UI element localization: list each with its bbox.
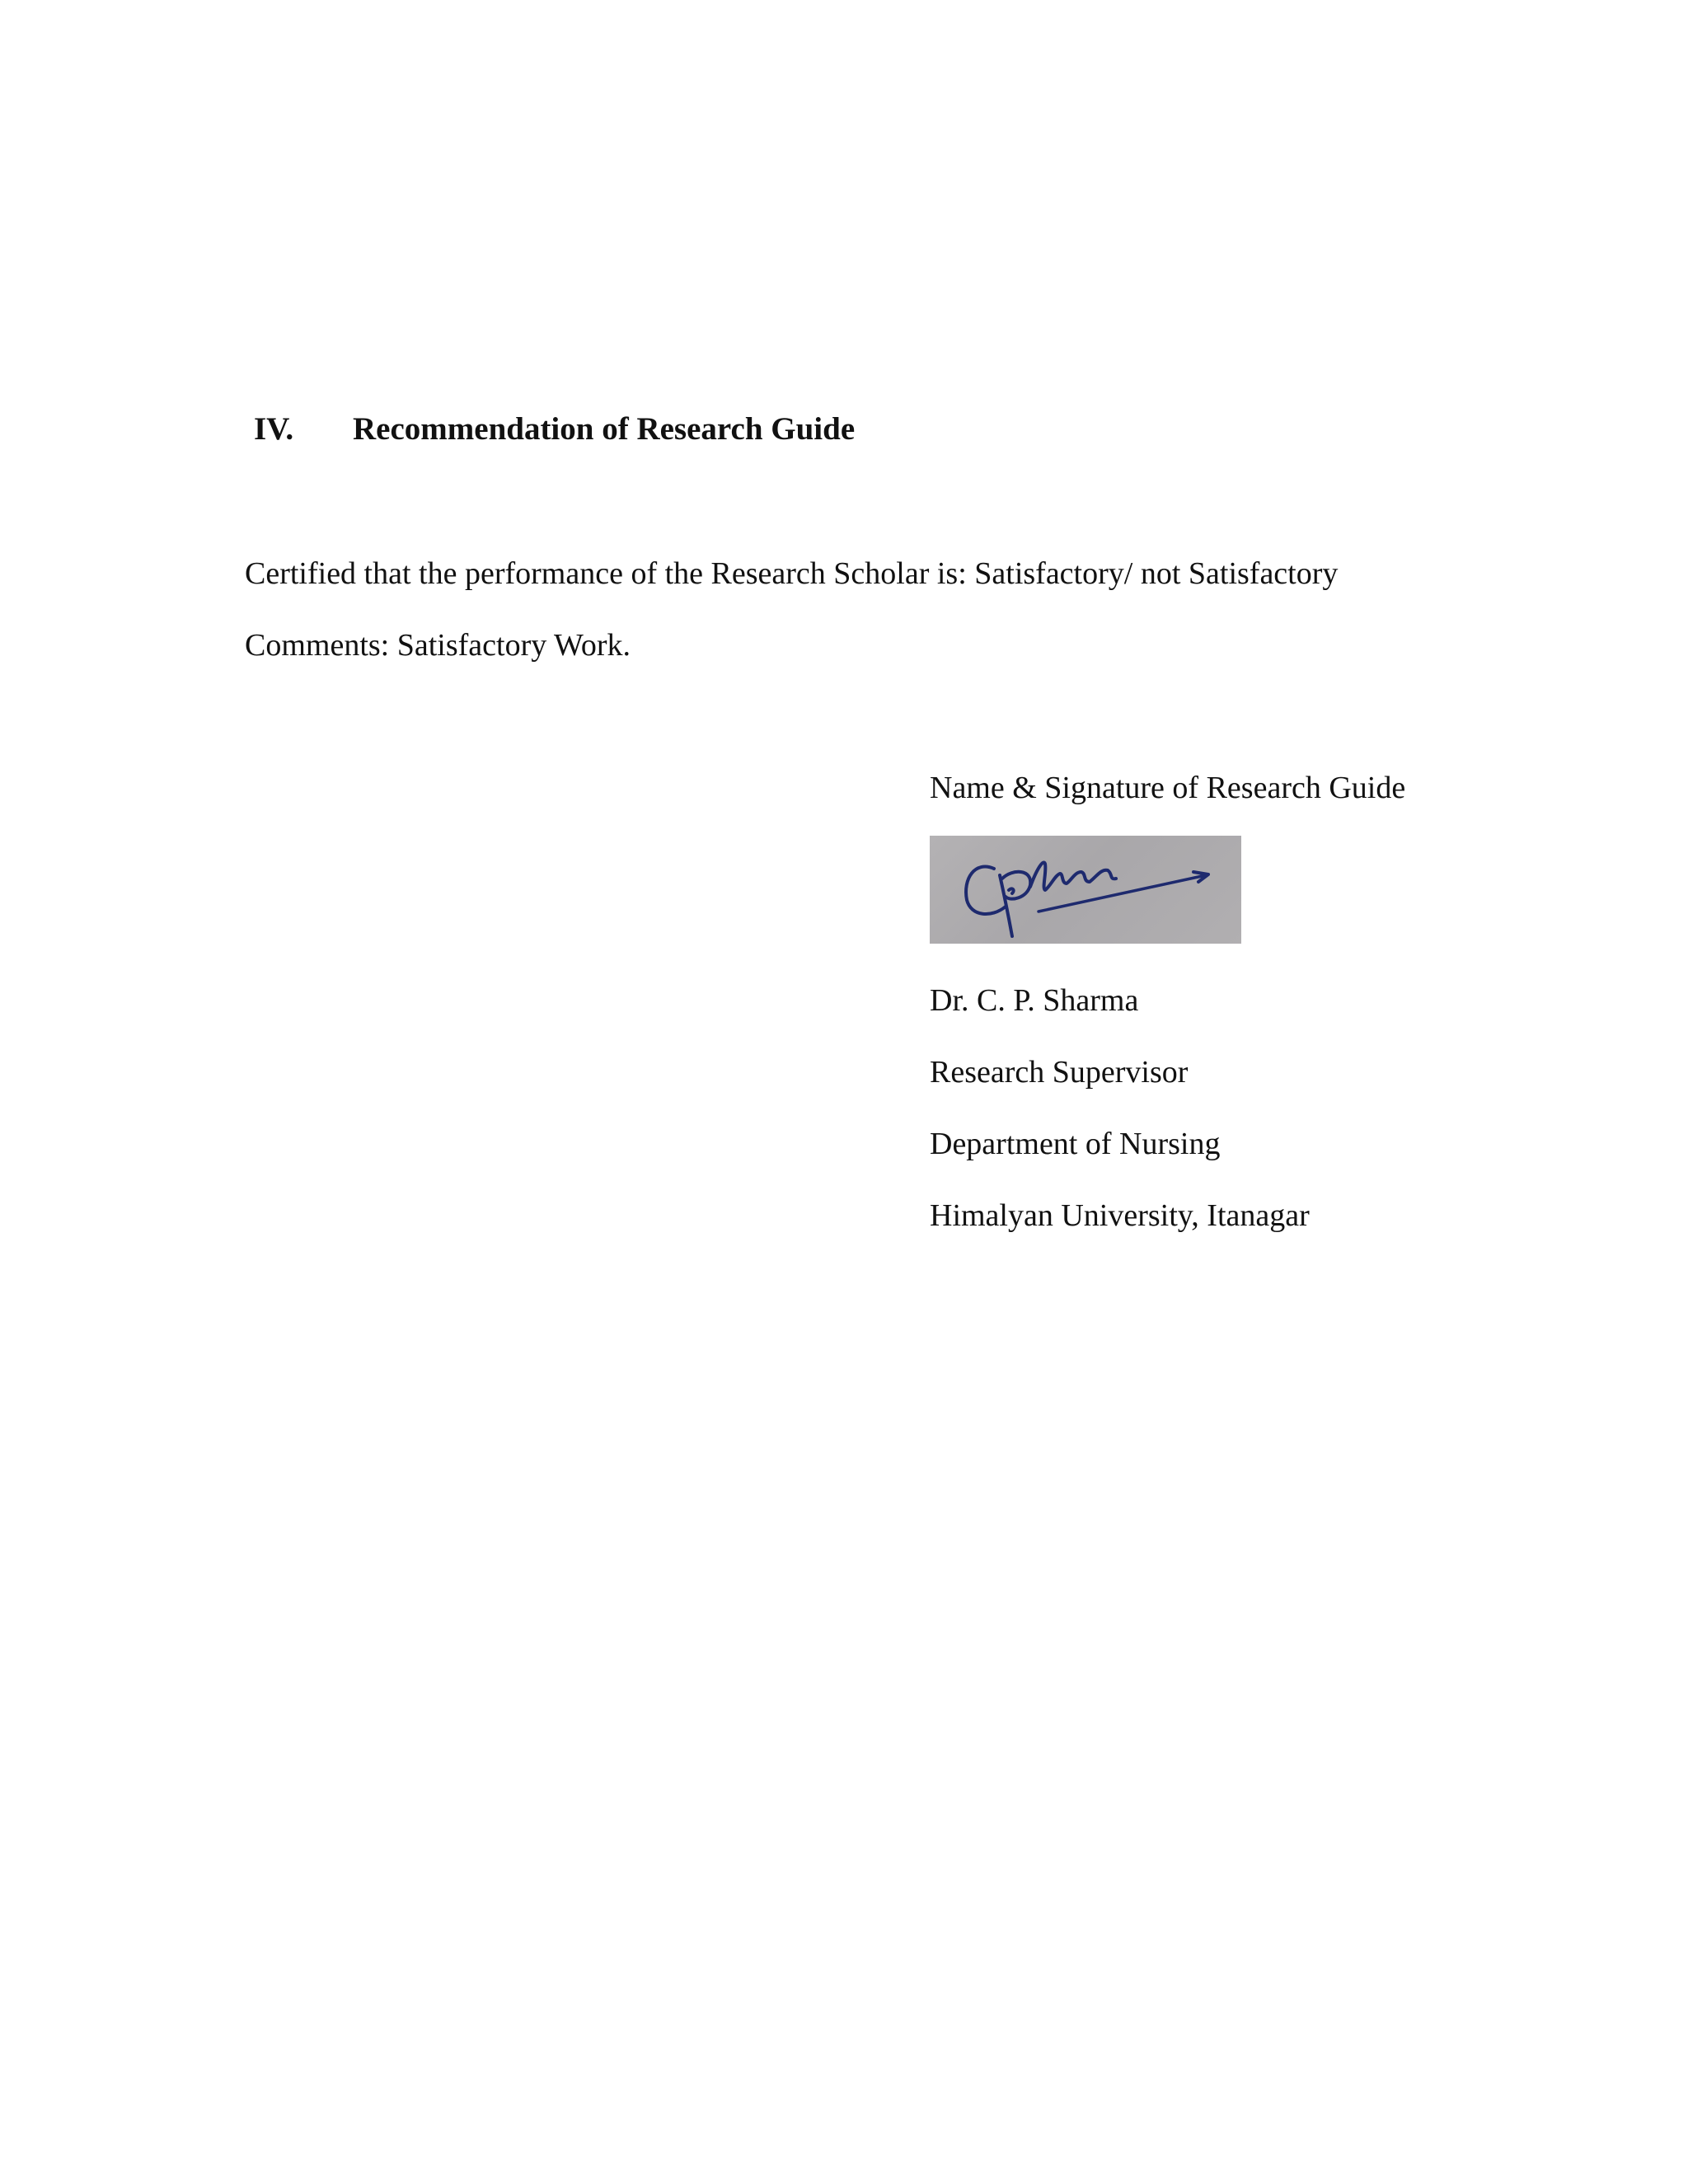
guide-department: Department of Nursing xyxy=(930,1127,1221,1161)
section-number: IV. xyxy=(254,411,294,447)
comments-line: Comments: Satisfactory Work. xyxy=(245,628,631,663)
signature-caption: Name & Signature of Research Guide xyxy=(930,771,1406,805)
guide-role: Research Supervisor xyxy=(930,1055,1189,1090)
section-title: Recommendation of Research Guide xyxy=(353,411,856,447)
handwritten-signature-icon xyxy=(930,836,1241,944)
certification-statement: Certified that the performance of the Research Scholar is: Satisfactory/ not Satisfactory xyxy=(245,556,1339,591)
section-heading xyxy=(254,408,855,451)
guide-name: Dr. C. P. Sharma xyxy=(930,983,1139,1018)
guide-university: Himalyan University, Itanagar xyxy=(930,1198,1310,1233)
